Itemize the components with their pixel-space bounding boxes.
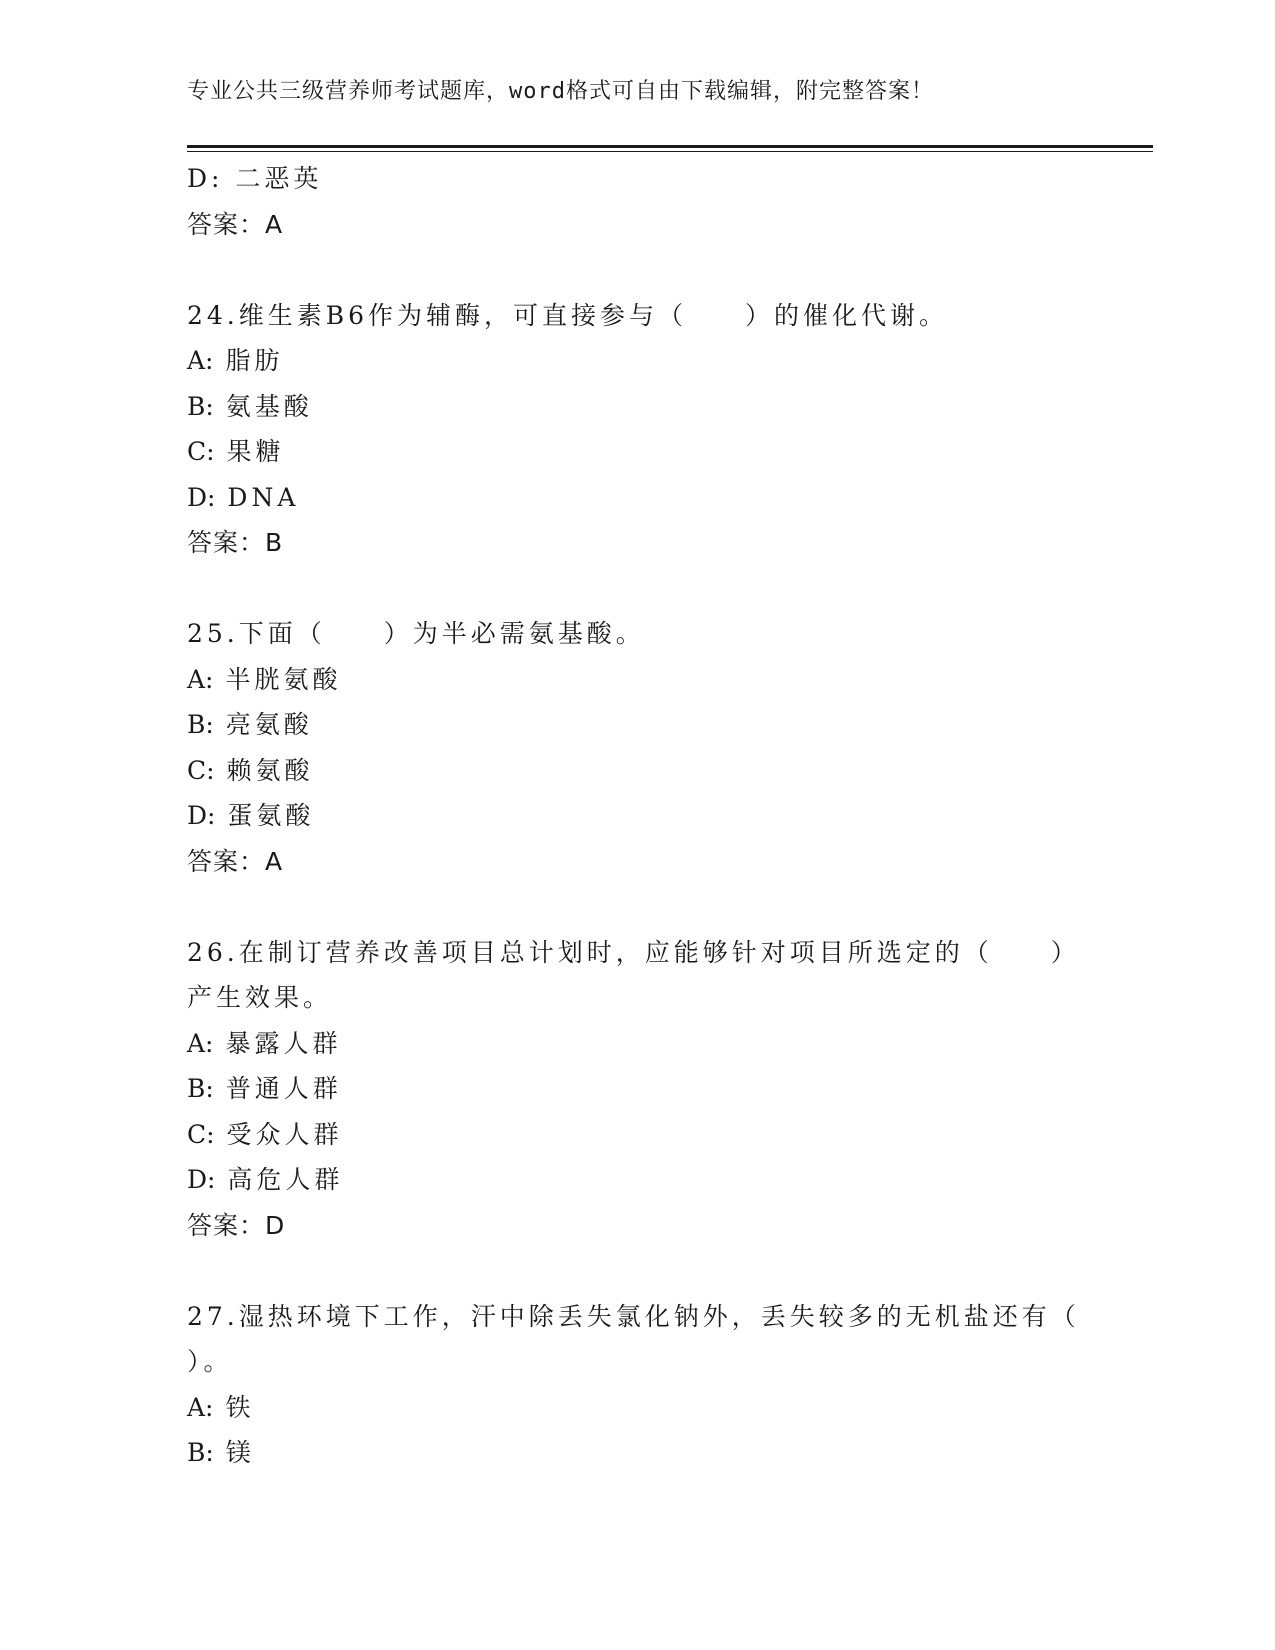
option-label: A:: [187, 664, 214, 694]
question-stem-continued: ）。: [187, 1347, 233, 1376]
question-27: [187, 1294, 1087, 1476]
answer-line: 答案：A: [187, 209, 284, 239]
option-label: A:: [187, 1392, 214, 1422]
option-text: 脂肪: [225, 346, 284, 375]
question-stem: 27.湿热环境下工作，汗中除丢失氯化钠外，丢失较多的无机盐还有（: [187, 1301, 1080, 1331]
header-rule-thin: [187, 151, 1153, 152]
header-rule-thick: [187, 145, 1153, 148]
option-label: D:: [187, 164, 224, 193]
question-stem: 26.在制订营养改善项目总计划时，应能够针对项目所选定的（ ）: [187, 937, 1080, 967]
option-line: [187, 1112, 1087, 1158]
option-label: B:: [187, 710, 214, 739]
answer-line: 答案：D: [187, 1210, 286, 1240]
option-text: 赖氨酸: [226, 755, 314, 785]
option-line: [187, 338, 1087, 384]
question-26: [187, 930, 1087, 1249]
question-stem: 25.下面（ ）为半必需氨基酸。: [187, 619, 645, 648]
question-25: [187, 611, 1087, 884]
option-line: [187, 384, 1087, 430]
option-label: B:: [187, 1074, 214, 1103]
page-header: 专业公共三级营养师考试题库，word格式可自由下载编辑，附完整答案！: [187, 79, 934, 104]
option-label: B:: [187, 391, 214, 421]
option-line: [187, 1157, 1087, 1203]
option-text: 蛋氨酸: [227, 801, 315, 830]
option-line: [187, 429, 1087, 475]
option-label: C:: [187, 755, 215, 785]
option-line: [187, 702, 1087, 748]
answer-line: 答案：B: [187, 528, 284, 557]
option-text: 果糖: [226, 437, 285, 466]
question-stem: 24.维生素B6作为辅酶，可直接参与（ ）的催化代谢。: [187, 300, 949, 330]
option-line: [187, 1385, 1087, 1431]
question-stem-continued: 产生效果。: [187, 983, 333, 1012]
option-label: B:: [187, 1438, 214, 1467]
answer-line: 答案：A: [187, 846, 284, 876]
spacer: [187, 566, 1087, 612]
option-label: A:: [187, 346, 214, 375]
option-label: C:: [187, 1119, 215, 1149]
spacer: [187, 247, 1087, 293]
spacer: [187, 1248, 1087, 1294]
option-label: A:: [187, 1028, 214, 1058]
option-label: D:: [187, 801, 216, 830]
option-line: [187, 657, 1087, 703]
option-text: 镁: [225, 1438, 255, 1467]
question-24: [187, 293, 1087, 566]
option-line: [187, 1430, 1087, 1476]
option-line: [187, 748, 1087, 794]
option-line: [187, 1021, 1087, 1067]
option-text: DNA: [227, 482, 300, 512]
question-content: [187, 156, 1087, 1476]
option-text: 氨基酸: [225, 391, 313, 421]
option-line: [187, 475, 1087, 521]
option-line: [187, 156, 1087, 202]
option-text: 铁: [225, 1392, 255, 1422]
option-text: 亮氨酸: [225, 710, 313, 739]
option-label: D:: [187, 1165, 216, 1194]
option-line: [187, 1066, 1087, 1112]
option-text: 暴露人群: [225, 1028, 342, 1058]
option-label: D:: [187, 482, 216, 512]
option-text: 受众人群: [226, 1119, 343, 1149]
option-line: [187, 793, 1087, 839]
option-text: 二恶英: [235, 164, 323, 193]
option-text: 普通人群: [225, 1074, 342, 1103]
option-label: C:: [187, 437, 215, 466]
option-text: 半胱氨酸: [225, 664, 342, 694]
option-text: 高危人群: [227, 1165, 344, 1194]
spacer: [187, 884, 1087, 930]
